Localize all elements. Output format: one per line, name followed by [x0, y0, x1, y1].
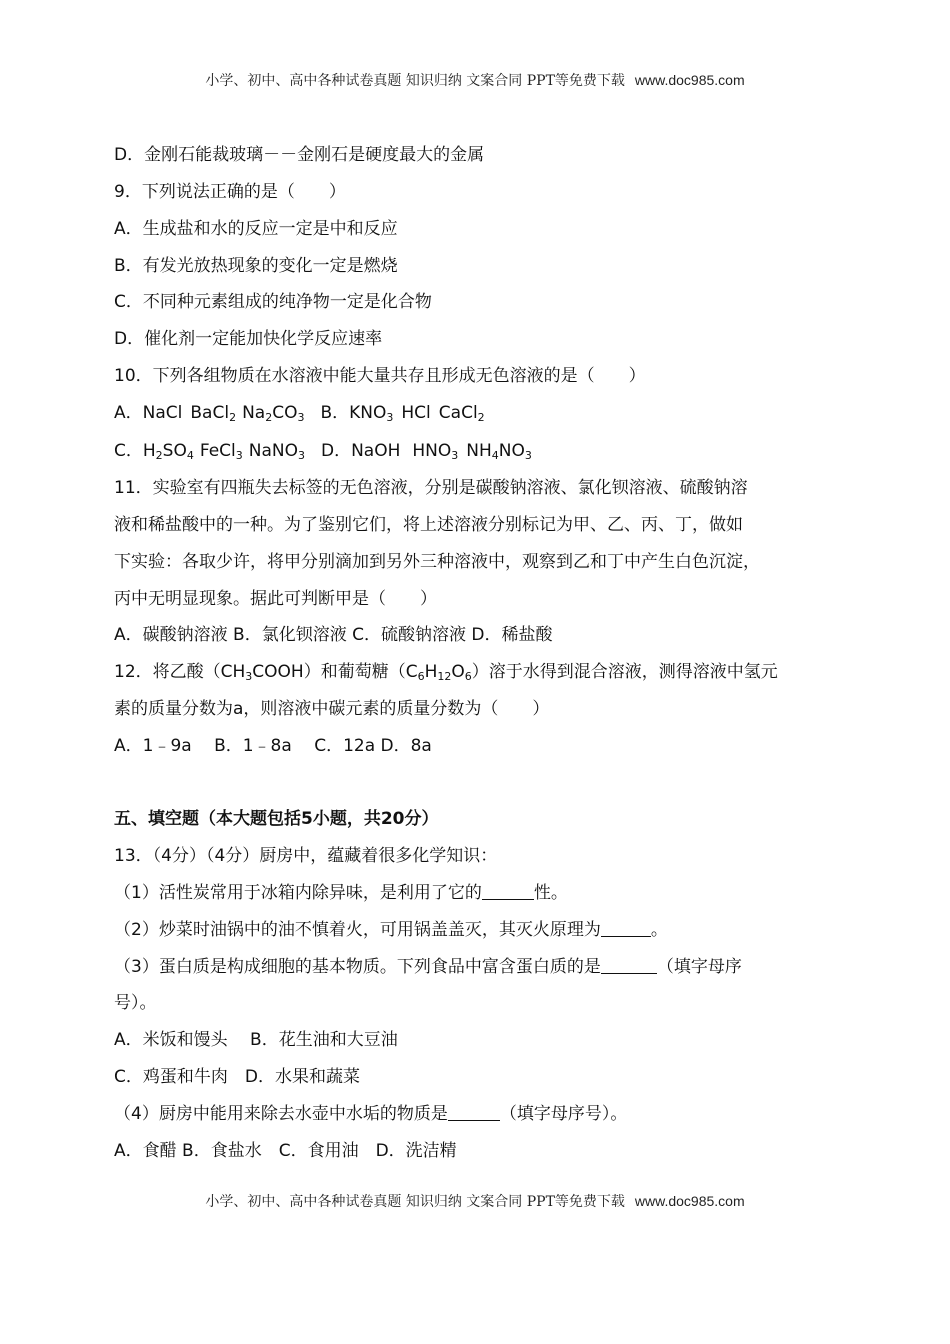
q8-option-d: D．金刚石能裁玻璃－－金刚石是硬度最大的金属	[114, 145, 485, 165]
header-site-link[interactable]: www.doc985.com	[634, 72, 745, 88]
q11-line-4: 丙中无明显现象。据此可判断甲是（ ）	[114, 589, 437, 609]
q9-stem: 9．下列说法正确的是（ ）	[114, 182, 346, 202]
q12-line-1: 12．将乙酸$(CH_3COOH)$和葡萄糖$(C_6H_{12}O_6)$溶于水得到混合溶液，测得溶液中氢元	[114, 662, 778, 683]
q12-line-2: 素的质量分数为a，则溶液中碳元素的质量分数为（ ）	[114, 699, 550, 719]
q10-options-cd: C．$H_2SO_4$ FeCl$_3$ NaNO$_3$ D．NaOH $HNO_3$ $NH_4NO_3$	[114, 441, 532, 462]
q13-part-3: （3）蛋白质是构成细胞的基本物质。下列食品中富含蛋白质的是 （填字母序	[114, 957, 742, 977]
answer-blank-1[interactable]	[482, 883, 534, 900]
q13-part-3-cont: 号）。	[114, 993, 157, 1013]
answer-blank-3[interactable]	[601, 957, 657, 974]
q9-option-c: C．不同种元素组成的纯净物一定是化合物	[114, 292, 432, 312]
footer-text: 小学、初中、高中各种试卷真题 知识归纳 文案合同 PPT等免费下载	[205, 1194, 625, 1210]
q13-part-3-options-cd: C．鸡蛋和牛肉 D．水果和蔬菜	[114, 1067, 360, 1087]
q11-line-1: 11．实验室有四瓶失去标签的无色溶液，分别是碳酸钠溶液、氯化钡溶液、硫酸钠溶	[114, 478, 748, 498]
q9-option-a: A．生成盐和水的反应一定是中和反应	[114, 219, 398, 239]
q13-stem: 13．（4分）（4分）厨房中，蕴藏着很多化学知识：	[114, 846, 498, 866]
q10-options-ab: A．NaCl BaCl$_2$ $Na_2CO_3$ B．$KNO_3$ HCl CaCl$_2$	[114, 403, 485, 424]
q9-option-b: B．有发光放热现象的变化一定是燃烧	[114, 256, 398, 276]
answer-blank-4[interactable]	[448, 1104, 500, 1121]
q9-option-d: D．催化剂一定能加快化学反应速率	[114, 329, 383, 349]
q12-options: A．1﹣9a B．1﹣8a C．12a D．8a	[114, 736, 432, 756]
q13-part-4: （4）厨房中能用来除去水壶中水垢的物质是 （填字母序号）。	[114, 1104, 628, 1124]
section-5-title: 五、填空题（本大题包括5小题，共20分）	[114, 809, 439, 829]
q11-line-3: 下实验：各取少许，将甲分别滴加到另外三种溶液中，观察到乙和丁中产生白色沉淀，	[114, 552, 760, 572]
page-header	[0, 70, 950, 90]
footer-site-link[interactable]: www.doc985.com	[634, 1193, 745, 1209]
q13-part-2: （2）炒菜时油锅中的油不慎着火，可用锅盖盖灭，其灭火原理为 。	[114, 920, 668, 940]
q10-stem: 10．下列各组物质在水溶液中能大量共存且形成无色溶液的是（ ）	[114, 366, 646, 386]
q13-part-4-options: A．食醋 B．食盐水 C．食用油 D．洗洁精	[114, 1141, 457, 1161]
header-text: 小学、初中、高中各种试卷真题 知识归纳 文案合同 PPT等免费下载	[205, 73, 625, 89]
q13-part-3-options-ab: A．米饭和馒头 B．花生油和大豆油	[114, 1030, 398, 1050]
q13-part-1: （1）活性炭常用于冰箱内除异味，是利用了它的 性。	[114, 883, 568, 903]
page-footer	[0, 1191, 950, 1211]
q11-options: A．碳酸钠溶液 B．氯化钡溶液 C．硫酸钠溶液 D．稀盐酸	[114, 625, 553, 645]
q11-line-2: 液和稀盐酸中的一种。为了鉴别它们，将上述溶液分别标记为甲、乙、丙、丁，做如	[114, 515, 743, 535]
answer-blank-2[interactable]	[601, 920, 651, 937]
